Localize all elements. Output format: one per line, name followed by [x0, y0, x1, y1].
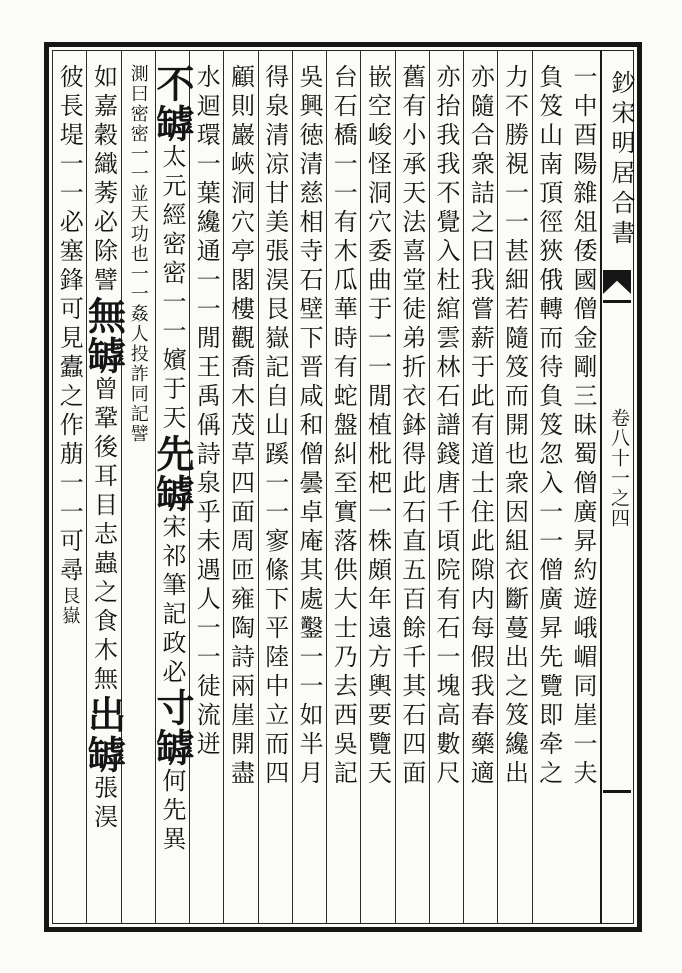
entry-headword: 先罅 — [150, 434, 195, 514]
text-column — [258, 50, 292, 924]
body-text: 張淏 — [89, 775, 118, 833]
text-column — [81, 50, 127, 924]
text-column — [360, 50, 394, 924]
body-text: 太元經密密一一嬪于天 — [158, 144, 186, 434]
entry-headword: 出罅 — [81, 695, 127, 775]
annotation-text: 一一姦人投詐 — [127, 264, 149, 384]
text-column — [429, 50, 463, 924]
text-column — [566, 50, 600, 924]
body-text: 嵌空峻怪洞穴委曲于一一閒植枇杷一株頗年遠方輿要覽天 — [363, 64, 392, 789]
body-text: 鋒可見蠹之作萠一一可尋 — [55, 267, 84, 586]
body-text: 吳興徳清慈相寺石壁下晋咸和僧曇卓庵其處鑿一一如半月 — [295, 64, 323, 789]
entry-headword: 寸罅 — [150, 688, 195, 768]
body-text: 如嘉穀織莠必除譬 — [89, 64, 118, 296]
text-column — [150, 50, 195, 924]
body-text: 得泉清凉甘美張淏艮嶽記自山蹊一一寥絛下平陸中立而四 — [260, 64, 289, 789]
text-column — [121, 50, 155, 924]
body-text: 力不勝視一一甚細若隨笈而開也衆因組衣斷蔓出之笈纔出 — [500, 64, 529, 789]
body-text: 水迴環一葉纔通一一閒王禹偁詩泉乎未遇人一一徒流迸 — [192, 64, 221, 760]
body-text: 顧則巖峽洞穴亭閣樓觀喬木茂草四面周匝雍陶詩兩崖開盡 — [226, 64, 255, 789]
body-text: 舊有小承天法喜堂徒弟折衣鉢得此石直五百餘千其石四面 — [397, 64, 426, 789]
text-column — [223, 50, 257, 924]
entry-headword: 不罅 — [150, 64, 195, 144]
body-text: 亦抬我我不覺入杜綰雲林石譜錢唐千頃院有石一塊高數尺 — [432, 64, 460, 789]
fishtail-rule — [603, 300, 631, 303]
text-column — [52, 50, 86, 924]
body-text: 彼長堤一一必塞 — [55, 64, 84, 267]
annotation-text: 艮嶽 — [59, 586, 81, 626]
body-text: 宋祁筆記政必 — [158, 514, 186, 688]
text-column — [532, 50, 566, 924]
text-column — [395, 50, 429, 924]
body-text: 亦隨合衆詰之曰我嘗薪于此有道士住此隙内每假我春藥適 — [466, 64, 495, 789]
body-text: 一中酉陽雜俎倭國僧金剛三昧蜀僧廣昇約遊峨嵋同崖一夫 — [569, 64, 597, 789]
entry-headword: 無罅 — [81, 296, 127, 376]
text-column — [326, 50, 360, 924]
body-text: 台石橋一一有木瓜華時有蛇盤糾至實落供大士乃去西吳記 — [329, 64, 358, 789]
body-text: 何先異 — [158, 768, 186, 855]
annotation-text: 同記譬 — [127, 384, 149, 444]
lower-rule — [603, 790, 631, 793]
text-column — [292, 50, 326, 924]
margin-title: 鈔宋明居合書 — [607, 70, 635, 250]
text-column — [497, 50, 531, 924]
body-text: 負笈山南頂徑狹俄轉而待負笈忽入一一僧廣昇先覽即牵之 — [534, 64, 563, 789]
body-text: 曾鞏後耳目志蟲之食木無 — [89, 376, 118, 695]
annotation-text: 測曰密密一一並天功也 — [127, 64, 149, 264]
text-column — [463, 50, 497, 924]
juan-label: 卷八十一之四 — [608, 408, 630, 528]
